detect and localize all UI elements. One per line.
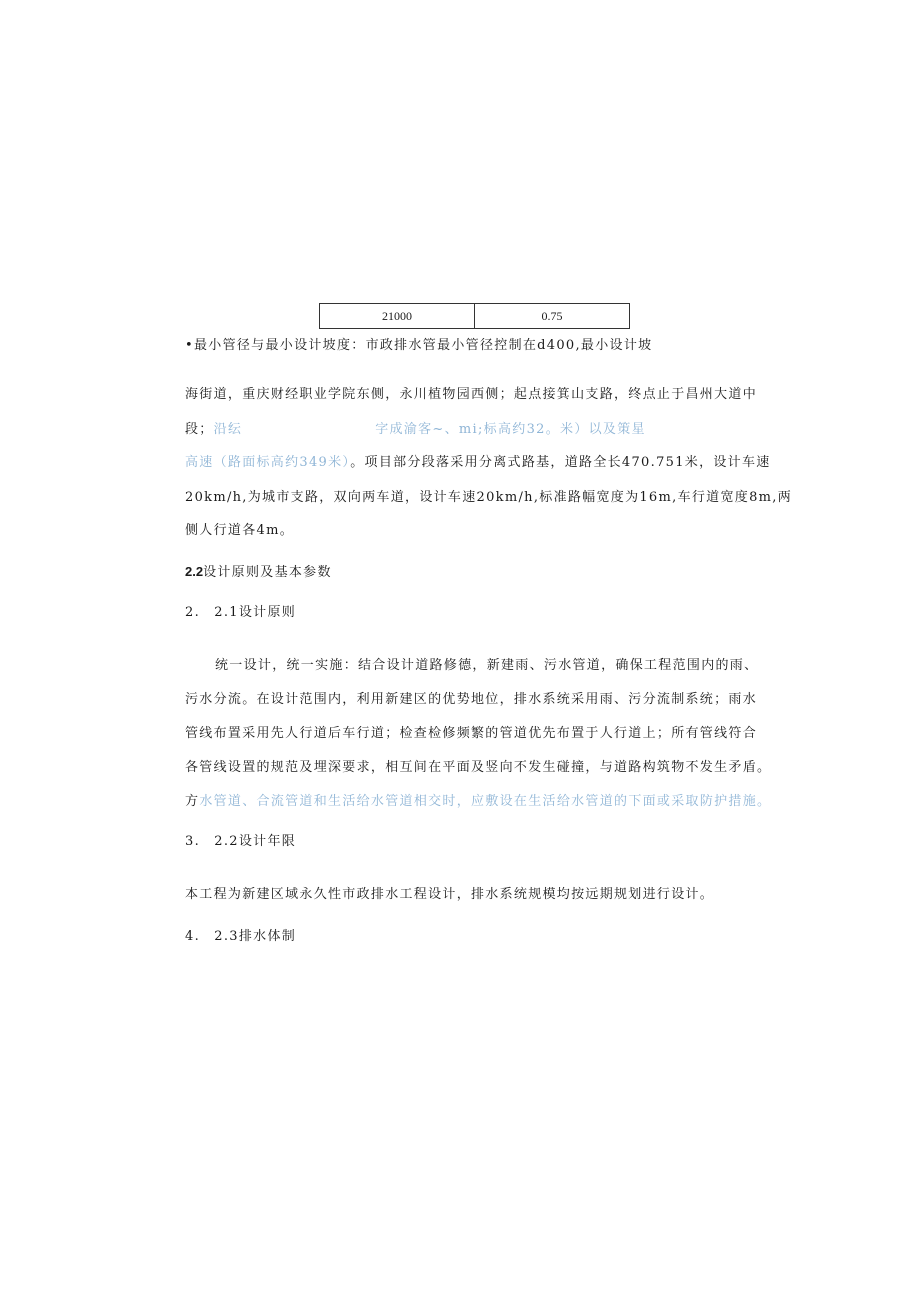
data-table [319,303,630,329]
subsection-heading: 4. 2.3排水体制 [185,929,297,944]
paragraph-line: 各管线设置的规范及埋深要求，相互间在平面及竖向不发生碰撞，与道路构筑物不发生矛盾。 [185,760,772,775]
paragraph-line: 本工程为新建区域永久性市政排水工程设计，排水系统规模均按远期规划进行设计。 [185,887,715,902]
section-heading [185,563,332,582]
table-cell: 21000 [320,304,475,329]
paragraph-line: 管线布置采用先人行道后车行道；检查检修频繁的管道优先布置于人行道上；所有管线符合 [185,726,758,741]
subsection-heading: 3. 2.2设计年限 [185,834,297,849]
faded-text: 水管道、合流管道和生活给水管道相交时，应敷设在生活给水管道的下面或采取防护措施。 [199,794,772,809]
section-title: 设计原则及基本参数 [203,565,332,580]
faded-text: 沿纭 [213,422,243,437]
text-span: 方 [185,794,200,809]
text-span: 段； [185,422,214,437]
paragraph-line: 污水分流。在设计范围内，利用新建区的优势地位，排水系统采用雨、污分流制系统；雨水 [185,692,758,707]
paragraph-line: 统一设计，统一实施：结合设计道路修德，新建雨、污水管道，确保工程范围内的雨、 [215,658,759,673]
body-line [185,421,646,439]
paragraph-line [185,793,771,811]
table-row [320,304,630,329]
faded-text: 字成渝客~、mi;标高约32。米）以及策星 [375,422,646,437]
section-number: 2.2 [185,564,204,579]
faded-text: 高速（路面标高约349米） [185,455,351,470]
table-cell: 0.75 [475,304,630,329]
min-pipe-line: •最小管径与最小设计坡度：市政排水管最小管径控制在d400,最小设计坡 [185,338,653,353]
body-line: 海街道，重庆财经职业学院东侧，永川植物园西侧；起点接箕山支路，终点止于昌州大道中 [185,387,758,402]
text-span: 。项目部分段落采用分离式路基，道路全长470.751米，设计车速 [350,455,771,470]
body-line: 20km/h,为城市支路，双向两车道，设计车速20km/h,标准路幅宽度为16m,车行道宽度8m,两 [185,490,792,505]
body-line [185,454,771,472]
subsection-heading: 2. 2.1设计原则 [185,605,297,620]
body-line: 侧人行道各4m。 [185,523,294,538]
